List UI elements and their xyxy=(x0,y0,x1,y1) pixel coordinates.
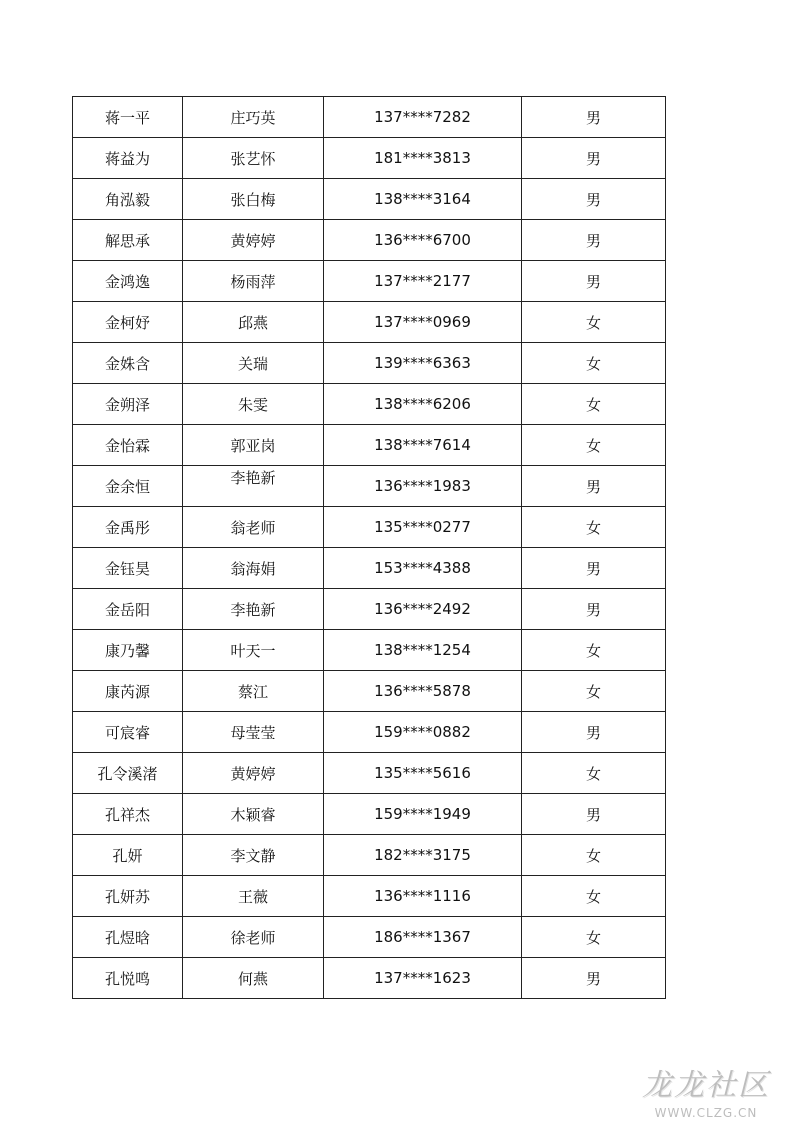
phone-cell: 182****3175 xyxy=(324,835,522,876)
student-name-cell: 金姝含 xyxy=(73,343,183,384)
gender-cell: 男 xyxy=(522,97,666,138)
contact-name-cell: 杨雨萍 xyxy=(183,261,324,302)
student-name-cell: 金岳阳 xyxy=(73,589,183,630)
gender-cell: 男 xyxy=(522,466,666,507)
contact-name-cell xyxy=(183,466,324,507)
phone-cell: 153****4388 xyxy=(324,548,522,589)
contact-name-cell: 朱雯 xyxy=(183,384,324,425)
phone-cell: 137****1623 xyxy=(324,958,522,999)
gender-cell: 男 xyxy=(522,179,666,220)
student-name-cell: 孔妍苏 xyxy=(73,876,183,917)
phone-cell: 135****5616 xyxy=(324,753,522,794)
student-name-cell: 金怡霖 xyxy=(73,425,183,466)
student-name-cell: 金朔泽 xyxy=(73,384,183,425)
contact-name-cell: 徐老师 xyxy=(183,917,324,958)
gender-cell: 女 xyxy=(522,876,666,917)
contact-name-cell: 黄婷婷 xyxy=(183,753,324,794)
gender-cell: 女 xyxy=(522,507,666,548)
table-row xyxy=(73,179,666,220)
student-name-cell: 金钰昊 xyxy=(73,548,183,589)
phone-cell: 139****6363 xyxy=(324,343,522,384)
table-row xyxy=(73,958,666,999)
student-name-cell: 金柯妤 xyxy=(73,302,183,343)
contact-name-cell: 翁海娟 xyxy=(183,548,324,589)
table-row xyxy=(73,712,666,753)
student-name-cell: 孔妍 xyxy=(73,835,183,876)
gender-cell: 女 xyxy=(522,835,666,876)
table-row xyxy=(73,343,666,384)
student-name-cell: 蒋益为 xyxy=(73,138,183,179)
contact-name-cell: 李艳新 xyxy=(183,589,324,630)
phone-cell: 137****0969 xyxy=(324,302,522,343)
table-row xyxy=(73,548,666,589)
contact-name-cell: 叶天一 xyxy=(183,630,324,671)
phone-cell: 138****6206 xyxy=(324,384,522,425)
phone-cell: 136****2492 xyxy=(324,589,522,630)
phone-cell: 136****6700 xyxy=(324,220,522,261)
gender-cell: 男 xyxy=(522,712,666,753)
contact-name-cell: 王薇 xyxy=(183,876,324,917)
student-name-cell: 金鸿逸 xyxy=(73,261,183,302)
student-name-cell: 康乃馨 xyxy=(73,630,183,671)
gender-cell: 女 xyxy=(522,753,666,794)
contact-name-cell: 郭亚岗 xyxy=(183,425,324,466)
gender-cell: 女 xyxy=(522,917,666,958)
site-watermark xyxy=(626,1060,786,1122)
contact-name-cell: 黄婷婷 xyxy=(183,220,324,261)
watermark-logo-text: 龙龙社区 xyxy=(642,1068,770,1103)
gender-cell: 女 xyxy=(522,343,666,384)
phone-cell: 136****5878 xyxy=(324,671,522,712)
student-name-cell: 孔令溪渚 xyxy=(73,753,183,794)
phone-cell: 137****2177 xyxy=(324,261,522,302)
phone-cell: 186****1367 xyxy=(324,917,522,958)
gender-cell: 女 xyxy=(522,671,666,712)
student-name-cell: 金禹彤 xyxy=(73,507,183,548)
gender-cell: 女 xyxy=(522,384,666,425)
contact-name-cell: 张白梅 xyxy=(183,179,324,220)
gender-cell: 男 xyxy=(522,220,666,261)
roster-table xyxy=(72,96,666,999)
gender-cell: 男 xyxy=(522,589,666,630)
phone-cell: 137****7282 xyxy=(324,97,522,138)
student-name-cell: 孔悦鸣 xyxy=(73,958,183,999)
phone-cell: 181****3813 xyxy=(324,138,522,179)
table-row xyxy=(73,507,666,548)
phone-cell: 138****7614 xyxy=(324,425,522,466)
contact-name-text: 李艳新 xyxy=(230,468,276,487)
table-row xyxy=(73,425,666,466)
gender-cell: 男 xyxy=(522,794,666,835)
gender-cell: 女 xyxy=(522,630,666,671)
watermark-url: WWW.CLZG.CN xyxy=(654,1106,758,1120)
table-row xyxy=(73,466,666,507)
table-row xyxy=(73,138,666,179)
contact-name-cell: 翁老师 xyxy=(183,507,324,548)
student-name-cell: 解思承 xyxy=(73,220,183,261)
table-row xyxy=(73,630,666,671)
table-row xyxy=(73,835,666,876)
student-name-cell: 可宸睿 xyxy=(73,712,183,753)
phone-cell: 159****1949 xyxy=(324,794,522,835)
gender-cell: 男 xyxy=(522,548,666,589)
phone-cell: 138****3164 xyxy=(324,179,522,220)
gender-cell: 男 xyxy=(522,958,666,999)
table-row xyxy=(73,794,666,835)
table-row xyxy=(73,220,666,261)
phone-cell: 135****0277 xyxy=(324,507,522,548)
contact-name-cell: 张艺怀 xyxy=(183,138,324,179)
student-name-cell: 金余恒 xyxy=(73,466,183,507)
student-name-cell: 康芮源 xyxy=(73,671,183,712)
table-row xyxy=(73,261,666,302)
contact-name-cell: 何燕 xyxy=(183,958,324,999)
contact-name-cell: 李文静 xyxy=(183,835,324,876)
table-row xyxy=(73,302,666,343)
table-row xyxy=(73,671,666,712)
contact-name-cell: 庄巧英 xyxy=(183,97,324,138)
phone-cell: 159****0882 xyxy=(324,712,522,753)
student-name-cell: 蒋一平 xyxy=(73,97,183,138)
gender-cell: 男 xyxy=(522,261,666,302)
contact-name-cell: 邱燕 xyxy=(183,302,324,343)
student-name-cell: 孔煜晗 xyxy=(73,917,183,958)
student-name-cell: 孔祥杰 xyxy=(73,794,183,835)
contact-name-cell: 蔡江 xyxy=(183,671,324,712)
table-row xyxy=(73,753,666,794)
gender-cell: 女 xyxy=(522,425,666,466)
student-name-cell: 角泓毅 xyxy=(73,179,183,220)
table-row xyxy=(73,97,666,138)
roster-body xyxy=(73,97,666,999)
table-row xyxy=(73,589,666,630)
table-row xyxy=(73,876,666,917)
phone-cell: 136****1983 xyxy=(324,466,522,507)
gender-cell: 男 xyxy=(522,138,666,179)
phone-cell: 138****1254 xyxy=(324,630,522,671)
table-row xyxy=(73,384,666,425)
gender-cell: 女 xyxy=(522,302,666,343)
table-row xyxy=(73,917,666,958)
contact-name-cell: 母莹莹 xyxy=(183,712,324,753)
contact-name-cell: 木颖睿 xyxy=(183,794,324,835)
phone-cell: 136****1116 xyxy=(324,876,522,917)
contact-name-cell: 关瑞 xyxy=(183,343,324,384)
